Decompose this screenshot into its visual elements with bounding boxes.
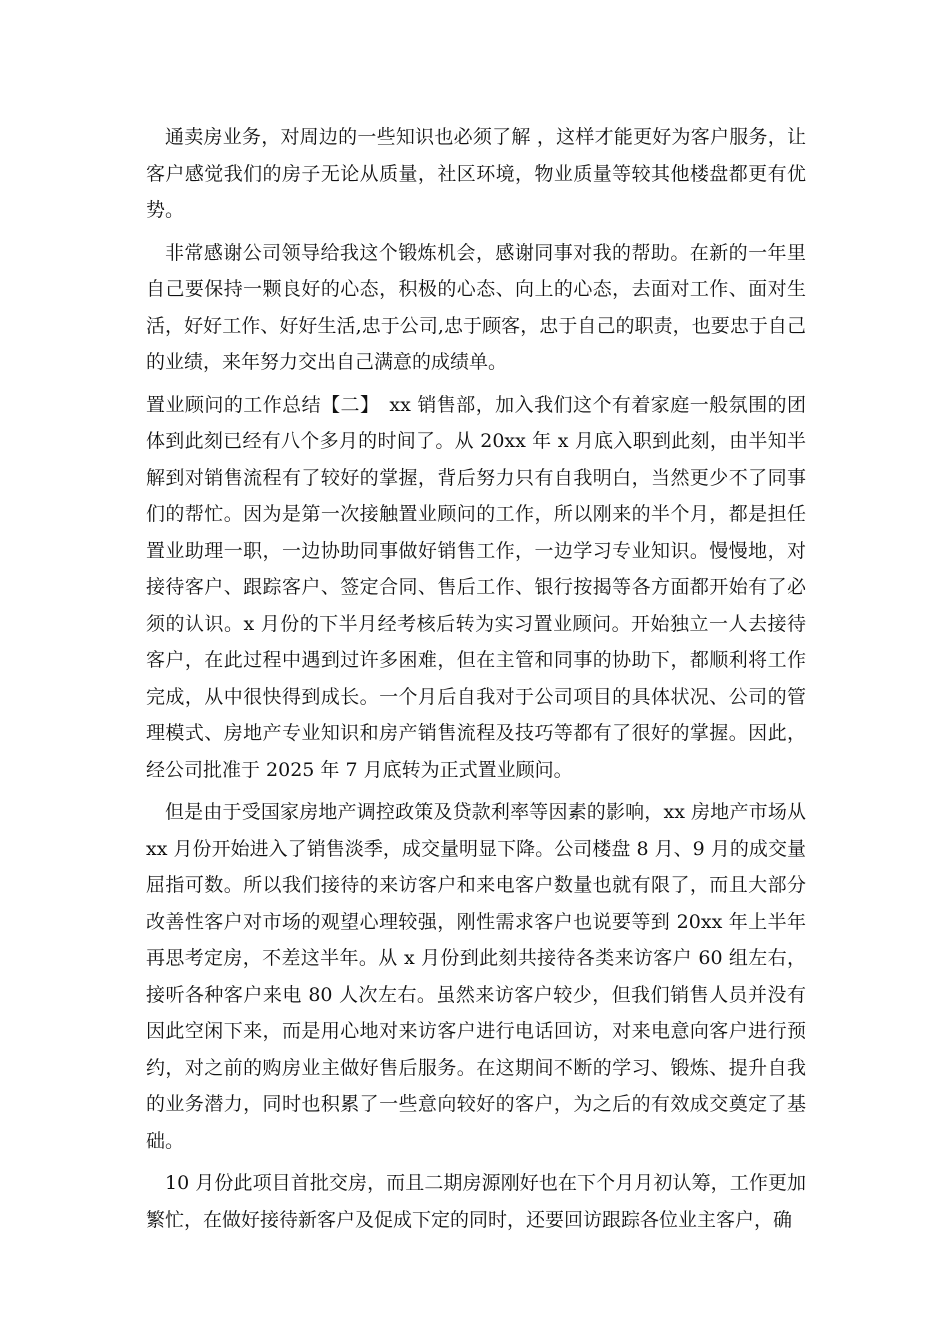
paragraph-4: 10 月份此项目首批交房，而且二期房源刚好也在下个月月初认筹，工作更加繁忙，在做好接待新客户及促成下定的同时，还要回访跟踪各位业主客户，确 [146, 1172, 806, 1231]
section-paragraph [146, 387, 806, 789]
paragraph-3: 但是由于受国家房地产调控政策及贷款利率等因素的影响，xx 房地产市场从 xx 月份开始进入了销售淡季，成交量明显下降。公司楼盘 8 月、9 月的成交量屈指可数。所以我们接待的来访客户和来电客户数量也就有限了，而且大部分改善性客户对市场的观望心理较强，刚性需求客户也说要等到 20xx 年上半年再思考定房，不差这半年。从 x 月份到此刻共接待各类来访客户 60 组左右，接听各种客户来电 80 人次左右。虽然来访客户较少，但我们销售人员并没有因此空闲下来，而是用心地对来访客户进行电话回访，对来电意向客户进行预约，对之前的购房业主做好售后服务。在这期间不断的学习、锻炼、提升自我的业务潜力，同时也积累了一些意向较好的客户，为之后的有效成交奠定了基础。 [146, 801, 806, 1152]
section-intro: xx 销售部，加入我们这个有着家庭一般氛围的团体到此刻已经有八个多月的时间了。从 20xx 年 x 月底入职到此刻，由半知半解到对销售流程有了较好的掌握，背后努力只有自我明白，当然更少不了同事们的帮忙。因为是第一次接触置业顾问的工作，所以刚来的半个月，都是担任置业助理一职，一边协助同事做好销售工作，一边学习专业知识。慢慢地，对接待客户、跟踪客户、签定合同、售后工作、银行按揭等各方面都开始有了必须的认识。x 月份的下半月经考核后转为实习置业顾问。开始独立一人去接待客户，在此过程中遇到过许多困难，但在主管和同事的协助下，都顺利将工作完成，从中很快得到成长。一个月后自我对于公司项目的具体状况、公司的管理模式、房地产专业知识和房产销售流程及技巧等都有了很好的掌握。因此，经公司批准于 2025 年 7 月底转为正式置业顾问。 [146, 393, 806, 781]
section-heading: 置业顾问的工作总结【二】 [146, 393, 370, 416]
paragraph-2: 非常感谢公司领导给我这个锻炼机会，感谢同事对我的帮助。在新的一年里自己要保持一颗良好的心态，积极的心态、向上的心态，去面对工作、面对生活，好好工作、好好生活,忠于公司,忠于顾客，忠于自己的职责，也要忠于自己的业绩，来年努力交出自己满意的成绩单。 [146, 241, 806, 373]
paragraph-1: 通卖房业务，对周边的一些知识也必须了解 ，这样才能更好为客户服务，让客户感觉我们的房子无论从质量，社区环境，物业质量等较其他楼盘都更有优势。 [146, 126, 806, 221]
document-body [146, 119, 806, 1244]
